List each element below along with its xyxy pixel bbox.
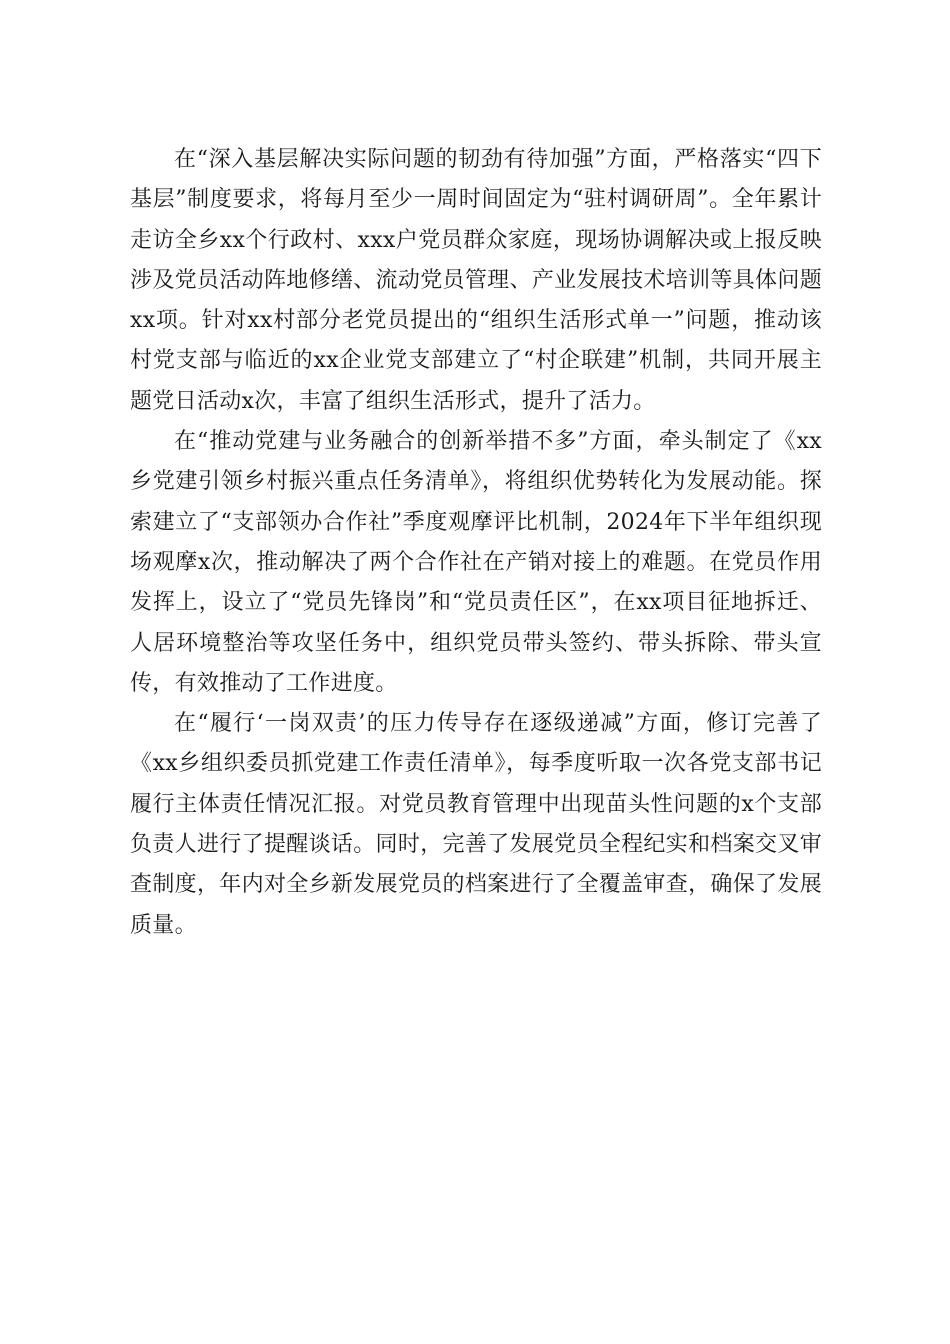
document-body: [130, 140, 822, 946]
paragraph-integration: 在“推动党建与业务融合的创新举措不多”方面，牵头制定了《xx乡党建引领乡村振兴重点任务清单》，将组织优势转化为发展动能。探索建立了“支部领办合作社”季度观摩评比机制，2024年下半年组织现场观摩x次，推动解决了两个合作社在产销对接上的难题。在党员作用发挥上，设立了“党员先锋岗”和“党员责任区”，在xx项目征地拆迁、人居环境整治等攻坚任务中，组织党员带头签约、带头拆除、带头宣传，有效推动了工作进度。: [130, 429, 822, 696]
paragraph-grassroots: 在“深入基层解决实际问题的韧劲有待加强”方面，严格落实“四下基层”制度要求，将每月至少一周时间固定为“驻村调研周”。全年累计走访全乡xx个行政村、xxx户党员群众家庭，现场协调解决或上报反映涉及党员活动阵地修缮、流动党员管理、产业发展技术培训等具体问题xx项。针对xx村部分老党员提出的“组织生活形式单一”问题，推动该村党支部与临近的xx企业党支部建立了“村企联建”机制，共同开展主题党日活动x次，丰富了组织生活形式，提升了活力。: [130, 147, 822, 414]
paragraph-responsibility: 在“履行‘一岗双责’的压力传导存在逐级递减”方面，修订完善了《xx乡组织委员抓党建工作责任清单》，每季度听取一次各党支部书记履行主体责任情况汇报。对党员教育管理中出现苗头性问题的x个支部负责人进行了提醒谈话。同时，完善了发展党员全程纪实和档案交叉审查制度，年内对全乡新发展党员的档案进行了全覆盖审查，确保了发展质量。: [130, 711, 822, 938]
